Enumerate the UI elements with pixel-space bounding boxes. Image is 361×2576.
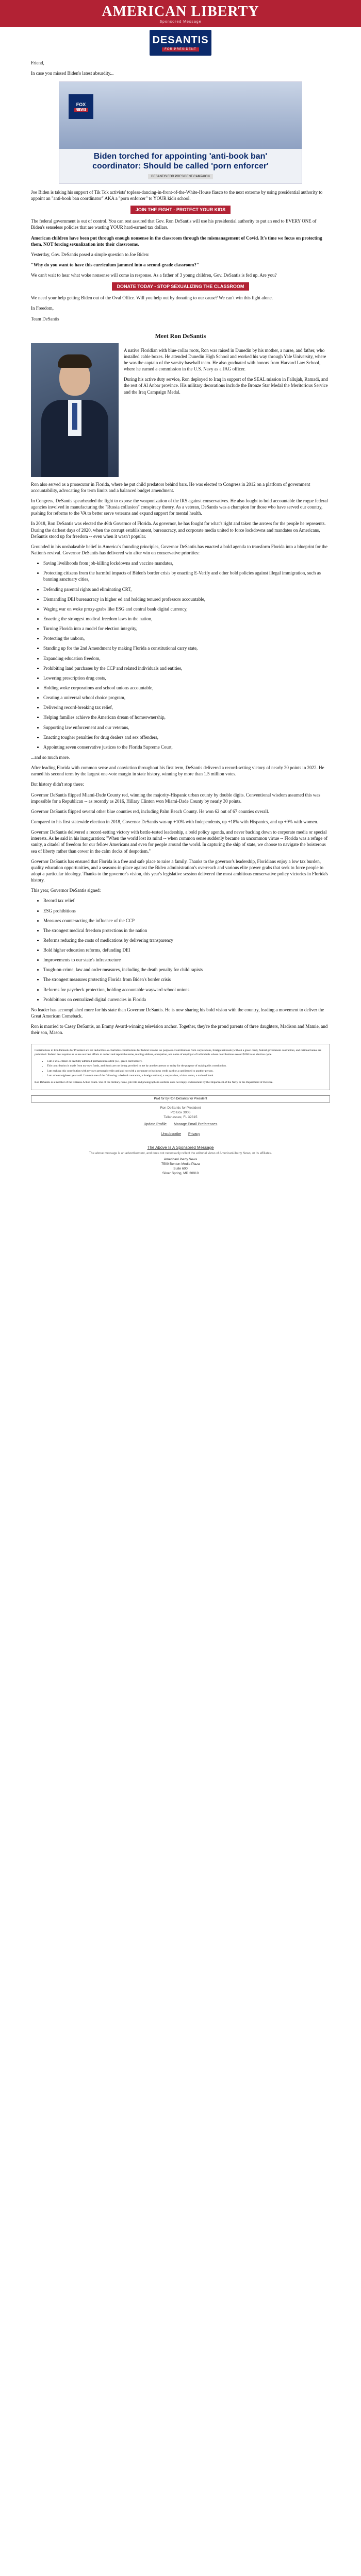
photo-tie [72, 403, 77, 430]
address-line: AmericanLiberty.News [163, 1157, 198, 1161]
paragraph-4: Yesterday, Gov. DeSantis posed a simple question to Joe Biden: [31, 251, 150, 257]
bio-p6: But history didn't stop there: [31, 782, 84, 787]
portrait-photo [31, 343, 119, 477]
news-logo-top: FOX [76, 101, 86, 107]
bio-p9: Compared to his first statewide election in 2018, Governor DeSantis was up +10% with Independents, up +18% with Hispanics, and up +9% with women. [31, 819, 318, 824]
bio-column [124, 343, 330, 477]
list-item: • Tough-on-crime, law and order measures, including the death penalty for child rapists [43, 967, 330, 973]
photo-hair [58, 354, 92, 368]
bio-p1: Ron also served as a prosecutor in Florida, where he put child predators behind bars. He was elected to Congress in 2012 on a platform of government accountability, advocating for term limits and a balanced budget amendment. [31, 481, 310, 493]
campaign-logo [150, 30, 211, 56]
greeting: Friend, [31, 60, 44, 65]
sponsor-banner [0, 0, 361, 27]
bio-p7: Governor DeSantis flipped Miami-Dade County red, winning the majority-Hispanic urban county by double digits. Conventional wisdom assumed this was impossible for a Republican -- as recently as 2016, Hillary Clinton won Miami-Dade County by nearly 30 points. [31, 792, 320, 804]
list-item: • Saving livelihoods from job-killing lockdowns and vaccine mandates, [43, 560, 330, 566]
address-line: PO Box 3906 [170, 1110, 191, 1114]
privacy-link[interactable]: Privacy [188, 1132, 200, 1136]
list-item: • Prohibitions on centralized digital currencies in Florida [43, 996, 330, 1003]
donate-button[interactable]: DONATE TODAY - STOP SEXUALIZING THE CLASSROOM [112, 282, 250, 291]
list-item: • Standing up for the 2nd Amendment by making Florida a constitutional carry state, [43, 645, 330, 651]
legal-links [31, 1132, 330, 1136]
sponsored-message-box [31, 1142, 330, 1179]
list-item: • Bold higher education reforms, defunding DEI [43, 947, 330, 953]
news-logo-icon [69, 94, 93, 119]
list-item: • ESG prohibitions [43, 908, 330, 914]
list-item: • Creating a universal school choice program, [43, 694, 330, 701]
legal-disclaimer [31, 1044, 330, 1090]
bio-p14: Ron is married to Casey DeSantis, an Emmy Award-winning television anchor. Together, they're the proud parents of three daughters, Madison and Mamie, and their son, Mason. [31, 1024, 328, 1036]
list-item: • Dismantling DEI bureaucracy in higher ed and holding tenured professors accountable, [43, 596, 330, 602]
list-item: • This contribution is made from my own funds, and funds are not being provided to me by another person or entity for the purpose of making this contribution. [47, 1064, 326, 1068]
news-card[interactable] [59, 81, 302, 184]
bio-p10: Governor DeSantis delivered a record-setting victory with battle-tested leadership, a bold policy agenda, and never backing down to corporate media or special interests. As he said in his inauguration: "When the world lost its mind -- when common sense suddenly became an uncommon virtue -- Florida was a refuge of sanity, a citadel of freedom for our fellow Americans and even for people around the world. In capturing the ship of state, we choose to navigate the boisterous sea of liberty rather than cower in the calm docks of despotism." [31, 829, 328, 854]
list-item: • I am a U.S. citizen or lawfully admitted permanent resident (i.e., green card holder). [47, 1060, 326, 1063]
sponsored-note: The above message is an advertisement, and does not necessarily reflect the editorial views of AmericanLiberty News, or its affiliates. [89, 1151, 272, 1155]
list-item: • Reforms reducing the costs of medications by delivering transparency [43, 937, 330, 943]
list-item: • Defending parental rights and eliminating CRT, [43, 586, 330, 592]
paragraph-6: We can't wait to hear what woke nonsense will come in response. As a father of 3 young children, Gov. DeSantis is fed up. Are you? [31, 273, 277, 278]
intro: In case you missed Biden's latest absurdity... [31, 71, 114, 76]
signoff: In Freedom, [31, 306, 54, 311]
disclaimer-text-2: Ron DeSantis is a member of the Citizens Action Team. Use of the military name, job title and photographs in uniform does not imply endorsement by the Department of the Navy or the Department of Defense. [35, 1081, 273, 1084]
address-line: Ron DeSantis for President [160, 1106, 201, 1110]
list-item: • Appointing seven conservative justices to the Florida Supreme Court, [43, 744, 330, 750]
brand-subtitle: Sponsored Message [159, 20, 202, 24]
bio-p4: Grounded in his unshakeable belief in America's founding principles, Governor DeSantis has enacted a bold agenda to transform Florida into a blueprint for the Nation's revival. Governor DeSantis has delivered win after win on conservative priorities: [31, 544, 327, 556]
preference-links [31, 1123, 330, 1126]
bio-col-2: During his active duty service, Ron deployed to Iraq in support of the SEAL mission in Fallujah, Ramadi, and the rest of Al Anbar province. His military decorations include the Bronze Star Medal the Meritorious Service and the Iraq Campaign Medal. [124, 377, 328, 395]
wins-list [43, 560, 330, 750]
update-profile-link[interactable]: Update Profile [143, 1122, 167, 1126]
list-item: • I am at least eighteen years old. I am not one of the following: a federal contractor, a foreign national, a corporation, a labor union, a national bank. [47, 1074, 326, 1078]
bio-p11: Governor DeSantis has ensured that Florida is a free and safe place to raise a family. Thanks to the governor's leadership, Floridians enjoy a low tax burden, quality education opportunities, and a seasons-in-place against the Biden administration's overreach and various elite power grabs that seek to force people to adopt a particular ideology. Thanks to the governor's vision, this year's legislative session delivered the most ambitious conservative policy victories in Florida's history. [31, 858, 329, 883]
news-logo-bottom: NEWS [74, 108, 88, 112]
paragraph-2: The federal government is out of control. You can rest assured that Gov. Ron DeSantis will use his presidential authority to put an end to EVERY ONE of Biden's senseless policies that are wasting YOUR hard-earned tax dollars. [31, 218, 317, 230]
list-item: • Improvements to our state's infrastructure [43, 957, 330, 963]
list-item: • Protecting the unborn, [43, 635, 330, 641]
paragraph-3: American children have been put through enough nonsense in the classroom through the mismanagement of Covid. It's time we focus on protecting them, NOT forcing sexualization into their classrooms. [31, 235, 322, 247]
bio-p5: After leading Florida with common sense and conviction throughout his first term, DeSantis delivered a record-setting victory of nearly 20 points in 2022. He earned his second term by the largest one-vote margin in state history, winning by more than 1.5 million votes. [31, 765, 324, 777]
paid-for-notice: Paid for by Ron DeSantis for President [31, 1095, 330, 1103]
campaign-logo-block [31, 30, 330, 56]
bio-section [31, 343, 330, 477]
publisher-address [34, 1157, 327, 1176]
list-item: • Protecting citizens from the harmful impacts of Biden's border crisis by enacting E-Verify and other bold policies against illegal immigration, such as banning sanctuary cities, [43, 570, 330, 582]
campaign-address [31, 1106, 330, 1120]
quote: "Why do you want to have this curriculum jammed into a second-grade classroom?" [31, 262, 199, 268]
list-item: • Reforms for paycheck protection, holding accountable wayward school unions [43, 987, 330, 993]
bio-col-1: A native Floridian with blue-collar roots, Ron was raised in Dunedin by his mother, a nurse, and father, who installed cable boxes. He attended Dunedin High School and worked his way through Yale University, where he was the captain of the varsity baseball team. He also graduated with honors from Harvard Law School, where he earned a commission in the U.S. Navy as a JAG officer. [124, 347, 326, 372]
list-item: • Supporting law enforcement and our veterans, [43, 724, 330, 731]
news-image [59, 82, 302, 149]
address-line: Tallahassee, FL 32315 [163, 1115, 198, 1119]
list-item: • The strongest measures protecting Florida from Biden's border crisis [43, 976, 330, 982]
list-item: • The strongest medical freedom protections in the nation [43, 927, 330, 934]
signed-list [43, 897, 330, 1003]
list-item: • Lowering prescription drug costs, [43, 675, 330, 681]
unsubscribe-link[interactable]: Unsubscribe [161, 1132, 181, 1136]
address-line: Silver Spring, MD 20910 [162, 1172, 199, 1176]
campaign-tagline: FOR PRESIDENT [162, 47, 199, 52]
list-item: • Enacting the strongest medical freedom laws in the nation, [43, 616, 330, 622]
bio-p8: Governor DeSantis flipped several other blue counties red, including Palm Beach County. He won 62 out of 67 counties overall. [31, 808, 269, 814]
list-item: • Expanding education freedom, [43, 655, 330, 662]
join-fight-button[interactable]: JOIN THE FIGHT - PROTECT YOUR KIDS [130, 206, 231, 214]
email-body [31, 30, 330, 1179]
news-tag: DESANTIS FOR PRESIDENT CAMPAIGN [148, 174, 212, 179]
bio-title: Meet Ron DeSantis [155, 332, 206, 340]
list-item: • I am making this contribution with my own personal credit card and not with a corporate or business credit card or a card issued to another person. [47, 1070, 326, 1073]
address-line: 7500 Benton Media Plaza [161, 1162, 200, 1166]
list-item: • Waging war on woke proxy-grabs like ESG and central bank digital currency, [43, 606, 330, 612]
list-item: • Enacting tougher penalties for drug dealers and sex offenders, [43, 734, 330, 740]
email-preferences-link[interactable]: Manage Email Preferences [173, 1122, 218, 1126]
wins-end: ...and so much more. [31, 754, 70, 760]
list-item: • Delivering record-breaking tax relief, [43, 704, 330, 710]
campaign-name: DESANTIS [152, 34, 209, 46]
sponsored-title: The Above Is A Sponsored Message [147, 1145, 214, 1150]
bio-p13: No leader has accomplished more for his state than Governor DeSantis. He is now sharing his bold vision with the country, leading a movement to deliver the Great American Comeback. [31, 1007, 324, 1019]
list-item: • Prohibiting land purchases by the CCP and related individuals and entities, [43, 665, 330, 671]
list-item: • Measures counteracting the influence of the CCP [43, 918, 330, 924]
news-headline: Biden torched for appointing 'anti-book ban' coordinator: Should be called 'porn enforcer' [92, 152, 269, 171]
list-item: • Holding woke corporations and school unions accountable, [43, 685, 330, 691]
paragraph-7: We need your help getting Biden out of the Oval Office. Will you help out by donating to our cause? We can't win this fight alone. [31, 295, 273, 301]
list-item: • Helping families achieve the American dream of homeownership, [43, 714, 330, 720]
paragraph-1: Joe Biden is taking his support of Tik Tok activists' topless-dancing-in-front-of-the-White-House fiasco to the next extreme by using presidential authority to appoint an "anti-book ban coordinator" AKA a "porn enforcer" to YOUR kid's school. [31, 190, 323, 201]
list-item: • Record tax relief [43, 897, 330, 904]
address-line: Suite 600 [173, 1167, 188, 1171]
list-item: • Turning Florida into a model for election integrity, [43, 625, 330, 632]
disclaimer-list [47, 1060, 326, 1078]
bio-p3: In 2018, Ron DeSantis was elected the 46th Governor of Florida. As governor, he has fought for what's right and taken the arrows for the people he represents. During the darkest days of 2020, when the corrupt establishment, bureaucracy, and corporate media united to force lockdowns and mandates on Americans, DeSantis stood up for freedom -- even when it wasn't popular. [31, 521, 326, 539]
disclaimer-text-1: Contributions to Ron DeSantis for President are not deductible as charitable contributions for federal income tax purposes. Contributions from corporations, foreign nationals (without a green card), federal government contractors, and national banks are prohibited. Federal law requires us to use our best efforts to collect and report the name, mailing address, occupation, and name of employer of individuals whose contributions exceed $200 in an election cycle. [35, 1049, 321, 1056]
bio-p12: This year, Governor DeSantis signed: [31, 888, 101, 893]
bio-p2: In Congress, DeSantis spearheaded the fight to expose the weaponization of the IRS against conservatives. He also fought to hold accountable the rogue federal agencies involved in manufacturing the "Russia collusion" conspiracy theory. As a veteran, DeSantis was a champion for those who have served our country, pushing for reforms to the VA to better serve veterans and expand support for mental health. [31, 498, 328, 516]
brand-logo: AMERICAN LIBERTY [102, 3, 259, 20]
signature: Team DeSantis [31, 316, 59, 321]
